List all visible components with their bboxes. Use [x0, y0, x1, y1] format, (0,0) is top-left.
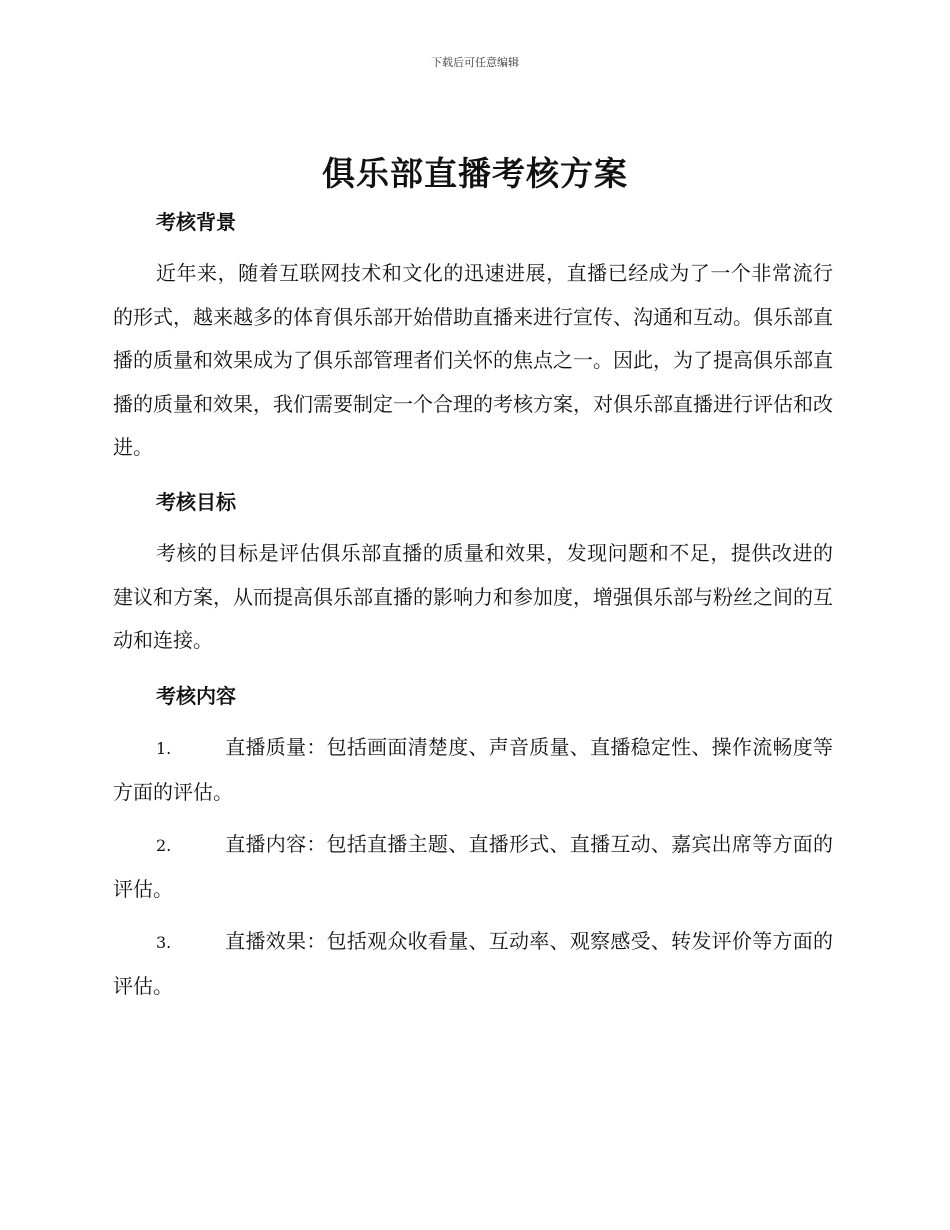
section-heading-content: 考核内容 [156, 684, 236, 708]
list-item-number: 1. [156, 739, 172, 758]
list-item-number: 3. [156, 933, 172, 952]
section-body-goal: 考核的目标是评估俱乐部直播的质量和效果，发现问题和不足，提供改进的建议和方案，从而提高俱乐部直播的影响力和参加度，增强俱乐部与粉丝之间的互动和连接。 [113, 541, 833, 652]
document-title: 俱乐部直播考核方案 [322, 154, 628, 193]
section-body-background: 近年来，随着互联网技术和文化的迅速进展，直播已经成为了一个非常流行的形式，越来越多的体育俱乐部开始借助直播来进行宣传、沟通和互动。俱乐部直播的质量和效果成为了俱乐部管理者们关怀的焦点之一。因此，为了提高俱乐部直播的质量和效果，我们需要制定一个合理的考核方案，对俱乐部直播进行评估和改进。 [113, 261, 833, 459]
list-item-text: 直播效果：包括观众收看量、互动率、观察感受、转发评价等方面的评估。 [113, 929, 833, 998]
list-item-text: 直播内容：包括直播主题、直播形式、直播互动、嘉宾出席等方面的评估。 [113, 832, 833, 901]
list-item [113, 823, 833, 911]
list-item [113, 726, 833, 814]
list-item [113, 920, 833, 1008]
header-note: 下载后可任意编辑 [431, 56, 519, 69]
list-item-number: 2. [156, 836, 172, 855]
list-item-text: 直播质量：包括画面清楚度、声音质量、直播稳定性、操作流畅度等方面的评估。 [113, 735, 833, 804]
section-heading-background: 考核背景 [156, 210, 236, 234]
section-heading-goal: 考核目标 [156, 490, 236, 514]
